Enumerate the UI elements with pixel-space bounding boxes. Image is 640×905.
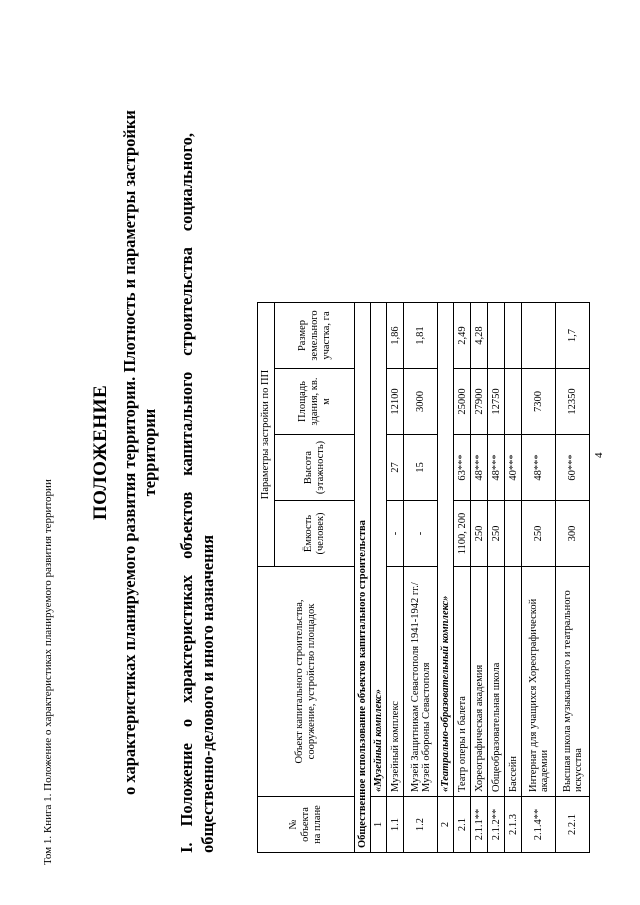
row-land: 1,81: [404, 303, 438, 369]
running-title: Том 1. Книга 1. Положение о характеристиках планируемого развития территории: [42, 479, 54, 865]
section-heading-line-2: общественно-делового и иного назначения: [198, 534, 217, 853]
table-row: [505, 303, 522, 853]
table-row: [438, 303, 454, 853]
row-object: Общеобразовательная школа: [488, 567, 505, 797]
row-num: 2.2.1: [556, 797, 590, 853]
table-row: [371, 303, 387, 853]
row-capacity: 1100, 200: [454, 501, 471, 567]
row-land: 1,86: [387, 303, 404, 369]
row-land: [505, 303, 522, 369]
row-object: Хореографическая академия: [471, 567, 488, 797]
row-object: Театр оперы и балета: [454, 567, 471, 797]
row-num: 2: [438, 797, 454, 853]
row-land: 1,7: [556, 303, 590, 369]
row-capacity: 250: [522, 501, 556, 567]
row-capacity: -: [387, 501, 404, 567]
row-capacity: 250: [488, 501, 505, 567]
row-object: Музей Защитникам Севастополя 1941-1942 гг./Музей обороны Севастополя: [404, 567, 438, 797]
row-num: 2.1.4**: [522, 797, 556, 853]
row-capacity: 250: [471, 501, 488, 567]
parameters-table: [257, 302, 590, 853]
table-row: [454, 303, 471, 853]
header-area: Площадь здания, кв. м: [275, 369, 355, 435]
row-area: 7300: [522, 369, 556, 435]
header-capacity: Ёмкость (человек): [275, 501, 355, 567]
group-row-label: «Театрально-образовательный комплекс»: [438, 303, 454, 797]
row-capacity: [505, 501, 522, 567]
table-row: [522, 303, 556, 853]
table-row: [556, 303, 590, 853]
header-params-group: Параметры застройки по ПП: [258, 303, 275, 567]
row-object: Музейный комплекс: [387, 567, 404, 797]
section-row-label: Общественное использование объектов капитального строительства: [355, 303, 371, 853]
row-height: 15: [404, 435, 438, 501]
row-object: Интернат для учащихся Хореографической академии: [522, 567, 556, 797]
table-header-row-1: [258, 303, 275, 853]
row-height: 48***: [522, 435, 556, 501]
header-land: Размер земельного участка, га: [275, 303, 355, 369]
row-height: 60***: [556, 435, 590, 501]
page-title: ПОЛОЖЕНИЕ: [90, 384, 111, 521]
subtitle-line-1: о характеристиках планируемого развития территории. Плотность и параметры застройки: [120, 110, 139, 795]
row-num: 1.2: [404, 797, 438, 853]
header-height: Высота (этажность): [275, 435, 355, 501]
row-area: [505, 369, 522, 435]
group-row-label: «Музейный комплекс»: [371, 303, 387, 797]
header-object: Объект капитального строительства, сооружение, устройство площадок: [258, 567, 355, 797]
table-row: [404, 303, 438, 853]
table-row: [387, 303, 404, 853]
row-area: 3000: [404, 369, 438, 435]
section-heading-line-1: I. Положение о характеристиках объектов капитального строительства социального,: [177, 133, 196, 853]
row-area: 12350: [556, 369, 590, 435]
header-num: № объекта на плане: [258, 797, 355, 853]
row-object: Высшая школа музыкального и театрального искусства: [556, 567, 590, 797]
row-capacity: 300: [556, 501, 590, 567]
page-number: 4: [593, 452, 605, 458]
row-area: 12750: [488, 369, 505, 435]
subtitle: [120, 0, 160, 905]
row-height: 40***: [505, 435, 522, 501]
row-height: 27: [387, 435, 404, 501]
row-height: 48***: [488, 435, 505, 501]
row-num: 2.1.2**: [488, 797, 505, 853]
row-area: 27900: [471, 369, 488, 435]
row-land: [488, 303, 505, 369]
subtitle-line-2: территории: [140, 408, 159, 497]
row-object: Бассейн: [505, 567, 522, 797]
table-row: [488, 303, 505, 853]
table-row: [471, 303, 488, 853]
row-num: 2.1: [454, 797, 471, 853]
row-num: 2.1.1**: [471, 797, 488, 853]
row-height: 63***: [454, 435, 471, 501]
row-num: 1: [371, 797, 387, 853]
row-capacity: -: [404, 501, 438, 567]
row-num: 2.1.3: [505, 797, 522, 853]
row-land: 2,49: [454, 303, 471, 369]
row-land: 4,28: [471, 303, 488, 369]
row-num: 1.1: [387, 797, 404, 853]
row-land: [522, 303, 556, 369]
table-row: [355, 303, 371, 853]
row-height: 48***: [471, 435, 488, 501]
row-area: 25000: [454, 369, 471, 435]
table-body: [355, 303, 590, 853]
row-area: 12100: [387, 369, 404, 435]
